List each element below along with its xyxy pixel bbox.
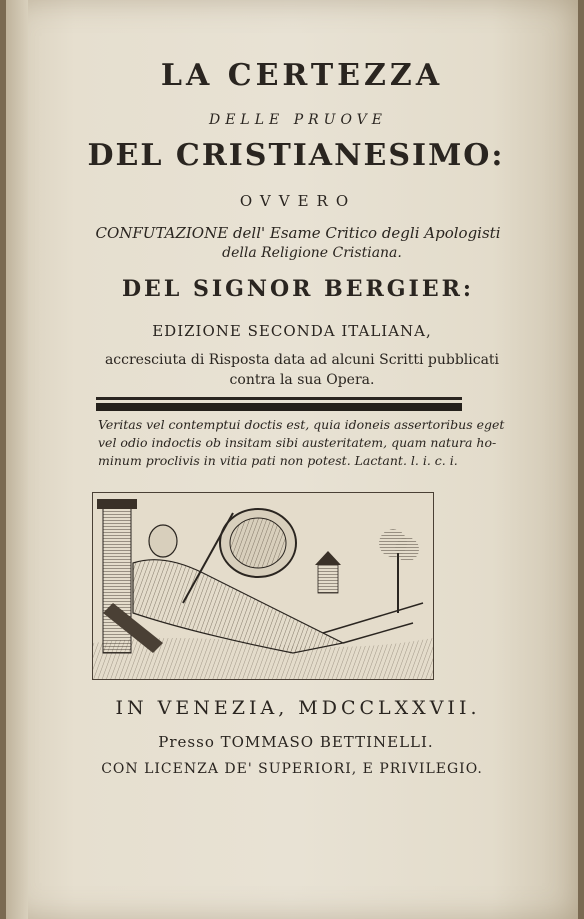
- title-line-2: DELLE PRUOVE: [208, 112, 388, 128]
- author-line: DEL SIGNOR BERGIER:: [121, 276, 475, 302]
- imprint-printer: Presso TOMMASO BETTINELLI.: [158, 733, 434, 751]
- thin-rule: [96, 397, 462, 400]
- addition-line-1: accresciuta di Risposta data ad alcuni Scritti pubblicati: [104, 352, 500, 368]
- epigraph-line-1: Veritas vel contemptui doctis est, quia idoneis assertoribus eget: [98, 417, 505, 432]
- title-line-1: LA CERTEZZA: [160, 58, 444, 93]
- epigraph-line-2: vel odio indoctis ob insitam sibi austeritatem, quam natura ho-: [98, 435, 497, 450]
- subtitle-line-1: CONFUTAZIONE dell' Esame Critico degli Apologisti: [95, 224, 501, 242]
- edition-line: EDIZIONE SECONDA ITALIANA,: [152, 322, 432, 340]
- imprint-place-date: IN VENEZIA, MDCCLXXVII.: [115, 697, 481, 719]
- imprint-license: CON LICENZA DE' SUPERIORI, E PRIVILEGIO.: [101, 761, 483, 777]
- allegorical-engraving: [92, 492, 434, 680]
- title-line-4: OVVERO: [239, 192, 357, 210]
- subtitle-line-2: della Religione Cristiana.: [222, 245, 402, 261]
- addition-line-2: contra la sua Opera.: [229, 372, 375, 388]
- title-line-3: DEL CRISTIANESIMO:: [87, 138, 505, 173]
- engraving-illustration: [93, 493, 433, 679]
- thick-rule: [96, 403, 462, 411]
- epigraph-line-3: minum proclivis in vitia pati non potest. Lactant. l. i. c. i.: [98, 453, 458, 468]
